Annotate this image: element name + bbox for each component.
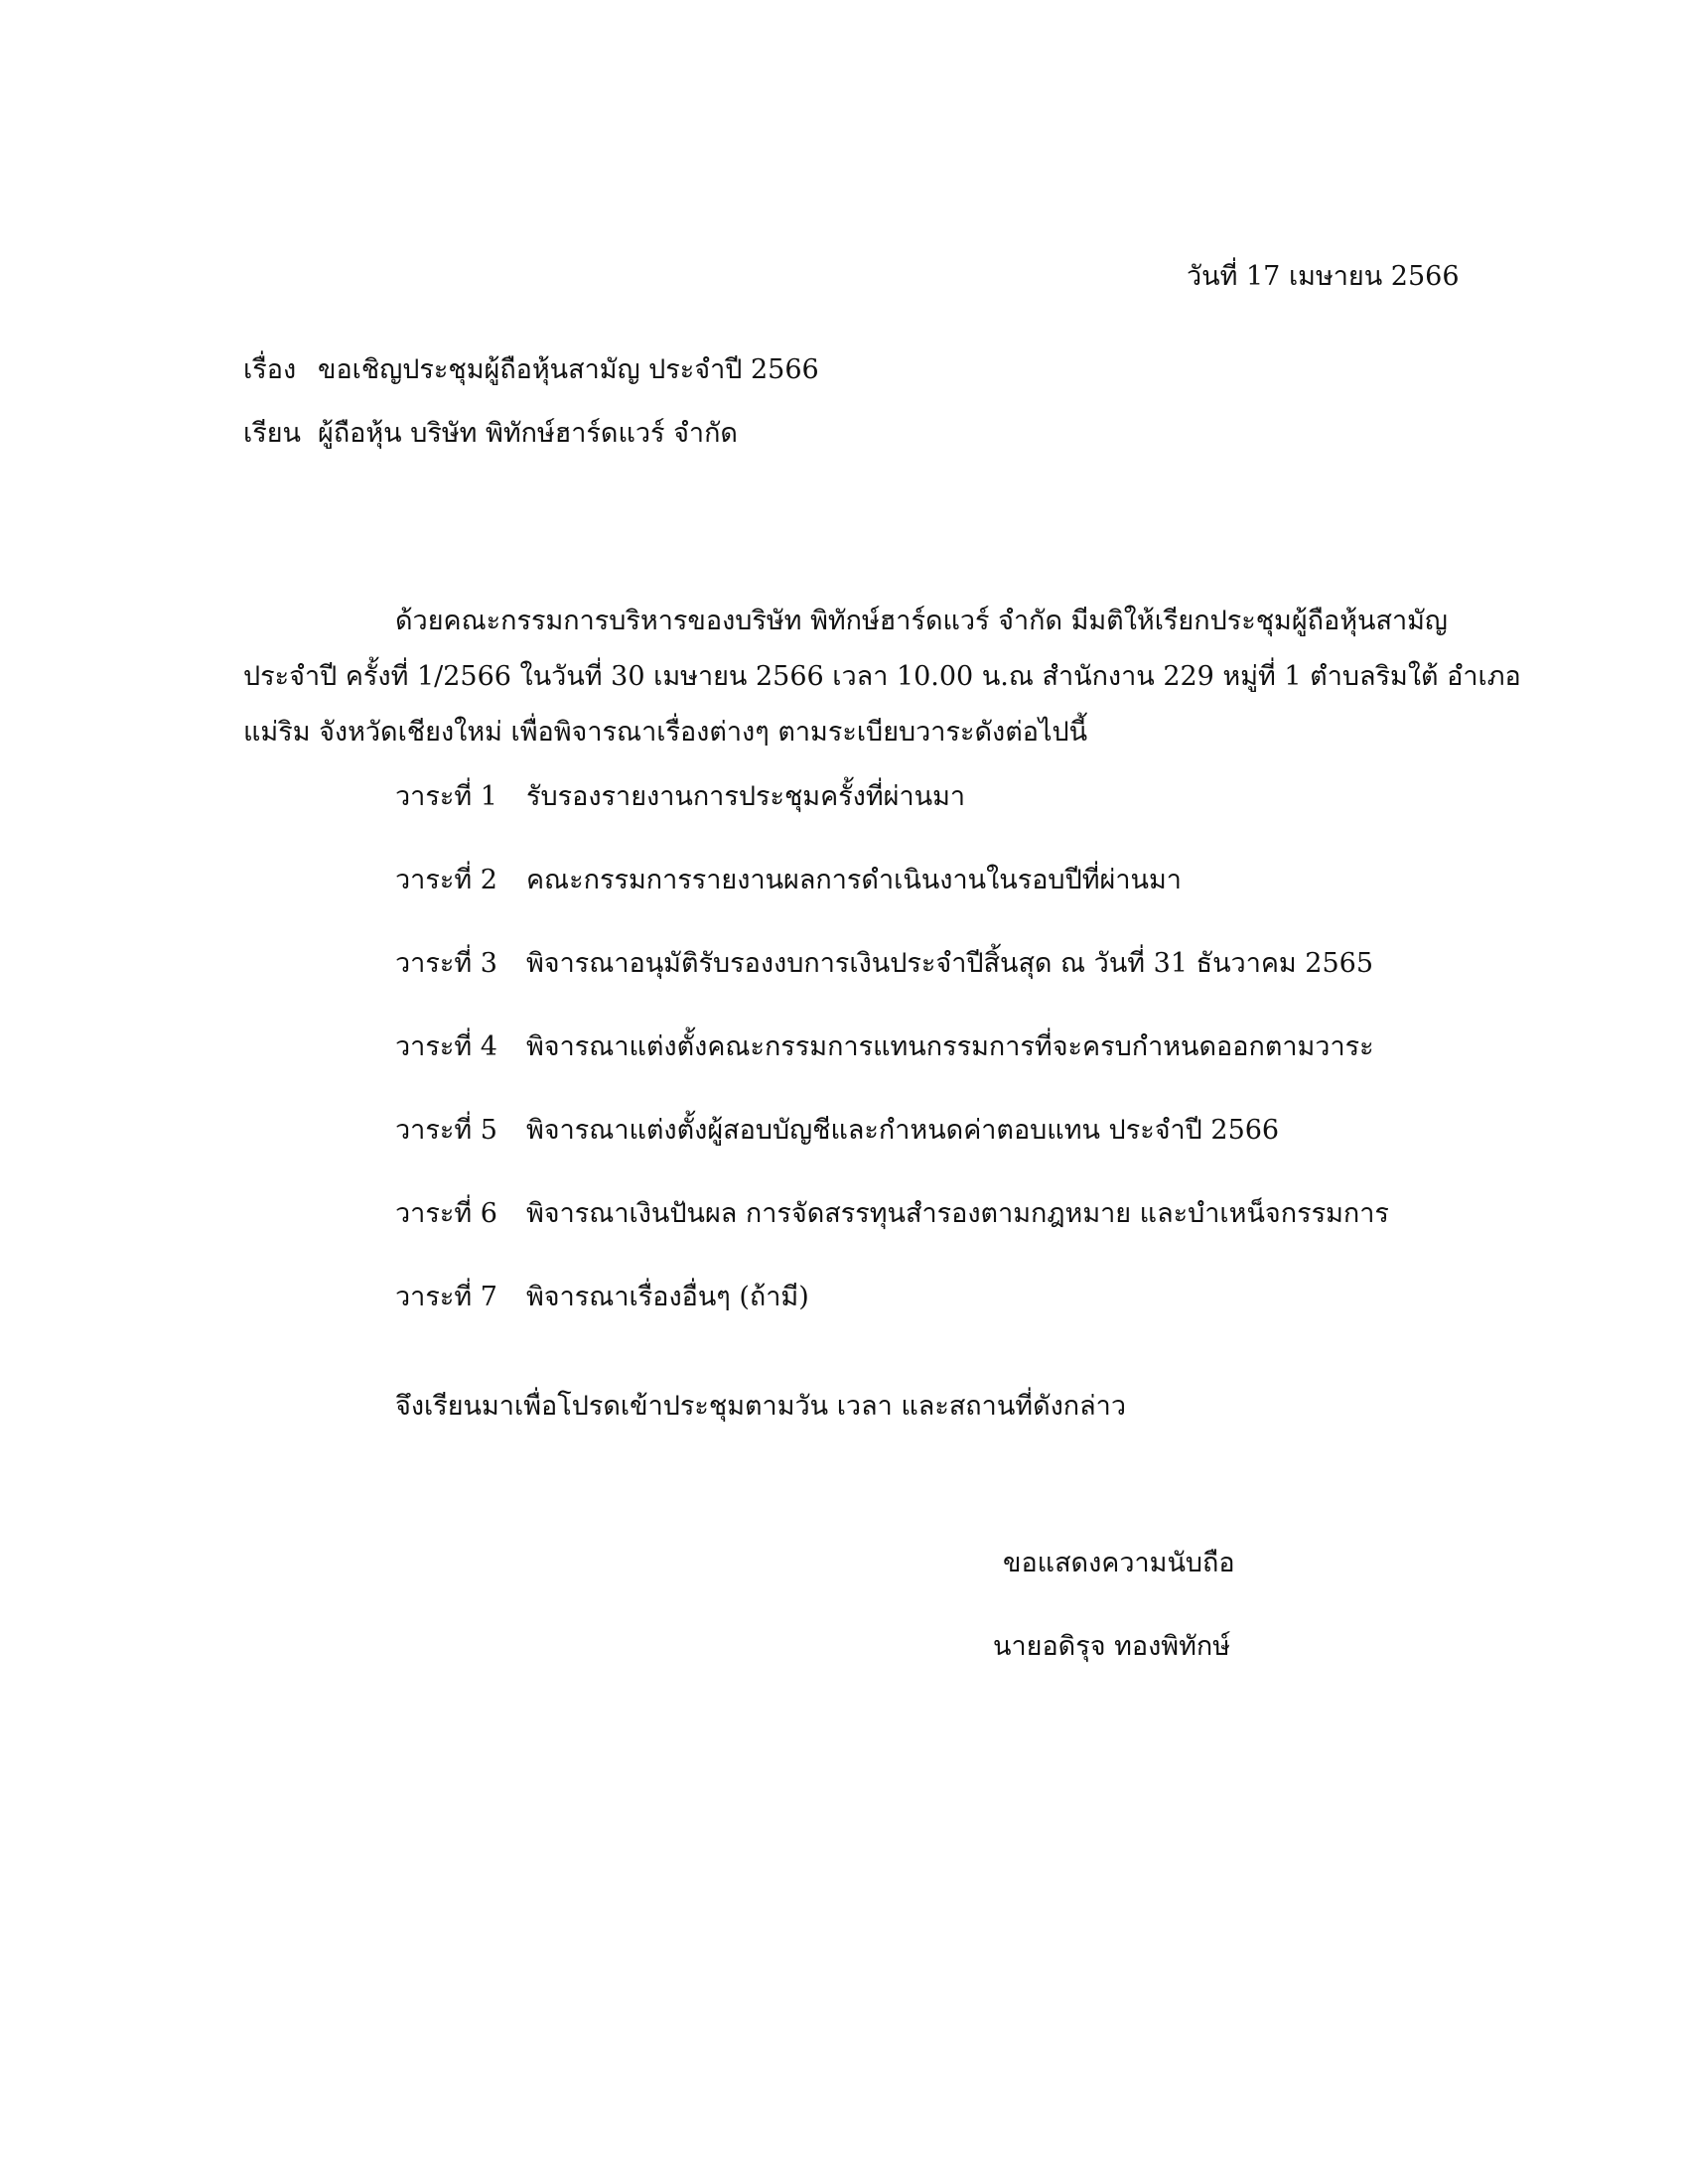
agenda-number: วาระที่ 3 — [395, 948, 497, 979]
letter-recipient — [243, 417, 738, 451]
agenda-text: รับรองรายงานการประชุมครั้งที่ผ่านมา — [526, 781, 966, 812]
body-line: แม่ริม จังหวัดเชียงใหม่ เพื่อพิจารณาเรื่องต่างๆ ตามระเบียบวาระดังต่อไปนี้ — [243, 717, 1088, 748]
recipient-text: ผู้ถือหุ้น บริษัท พิทักษ์ฮาร์ดแวร์ จำกัด — [318, 418, 738, 449]
letter-subject — [243, 353, 819, 387]
agenda-number: วาระที่ 4 — [395, 1031, 497, 1062]
body-line: ด้วยคณะกรรมการบริหารของบริษัท พิทักษ์ฮาร์ดแวร์ จำกัด มีมติให้เรียกประชุมผู้ถือหุ้นสามัญ — [395, 606, 1448, 636]
agenda-number: วาระที่ 2 — [395, 865, 497, 895]
letter-signatory: นายอดิรุจ ทองพิทักษ์ — [993, 1631, 1231, 1662]
agenda-text: พิจารณาแต่งตั้งผู้สอบบัญชีและกำหนดค่าตอบแทน ประจำปี 2566 — [526, 1115, 1280, 1146]
agenda-item — [395, 1281, 1389, 1364]
letter-date: วันที่ 17 เมษายน 2566 — [1187, 261, 1460, 292]
subject-label: เรื่อง — [243, 354, 297, 385]
agenda-number: วาระที่ 7 — [395, 1282, 497, 1312]
agenda-item — [395, 1114, 1389, 1197]
agenda-number: วาระที่ 5 — [395, 1115, 497, 1146]
agenda-number: วาระที่ 1 — [395, 781, 497, 812]
agenda-number: วาระที่ 6 — [395, 1198, 497, 1229]
recipient-label: เรียน — [243, 418, 302, 449]
subject-text: ขอเชิญประชุมผู้ถือหุ้นสามัญ ประจำปี 2566 — [318, 354, 819, 385]
agenda-item — [395, 1197, 1389, 1281]
letter-body-paragraph — [243, 594, 1521, 760]
letter-closing: จึงเรียนมาเพื่อโปรดเข้าประชุมตามวัน เวลา และสถานที่ดังกล่าว — [395, 1391, 1127, 1422]
body-line: ประจำปี ครั้งที่ 1/2566 ในวันที่ 30 เมษายน 2566 เวลา 10.00 น.ณ สำนักงาน 229 หมู่ที่ 1 ตำบลริมใต้ อำเภอ — [243, 661, 1521, 692]
agenda-item — [395, 864, 1389, 947]
agenda-text: พิจารณาเรื่องอื่นๆ (ถ้ามี) — [526, 1282, 809, 1312]
agenda-item — [395, 947, 1389, 1030]
agenda-item — [395, 780, 1389, 864]
agenda-text: พิจารณาอนุมัติรับรองงบการเงินประจำปีสิ้นสุด ณ วันที่ 31 ธันวาคม 2565 — [526, 948, 1374, 979]
agenda-item — [395, 1030, 1389, 1114]
agenda-text: พิจารณาเงินปันผล การจัดสรรทุนสำรองตามกฎหมาย และบำเหน็จกรรมการ — [526, 1198, 1389, 1229]
agenda-text: พิจารณาแต่งตั้งคณะกรรมการแทนกรรมการที่จะครบกำหนดออกตามวาระ — [526, 1031, 1374, 1062]
agenda-text: คณะกรรมการรายงานผลการดำเนินงานในรอบปีที่ผ่านมา — [526, 865, 1182, 895]
letter-regards: ขอแสดงความนับถือ — [1003, 1548, 1235, 1578]
agenda-list — [395, 780, 1389, 1364]
